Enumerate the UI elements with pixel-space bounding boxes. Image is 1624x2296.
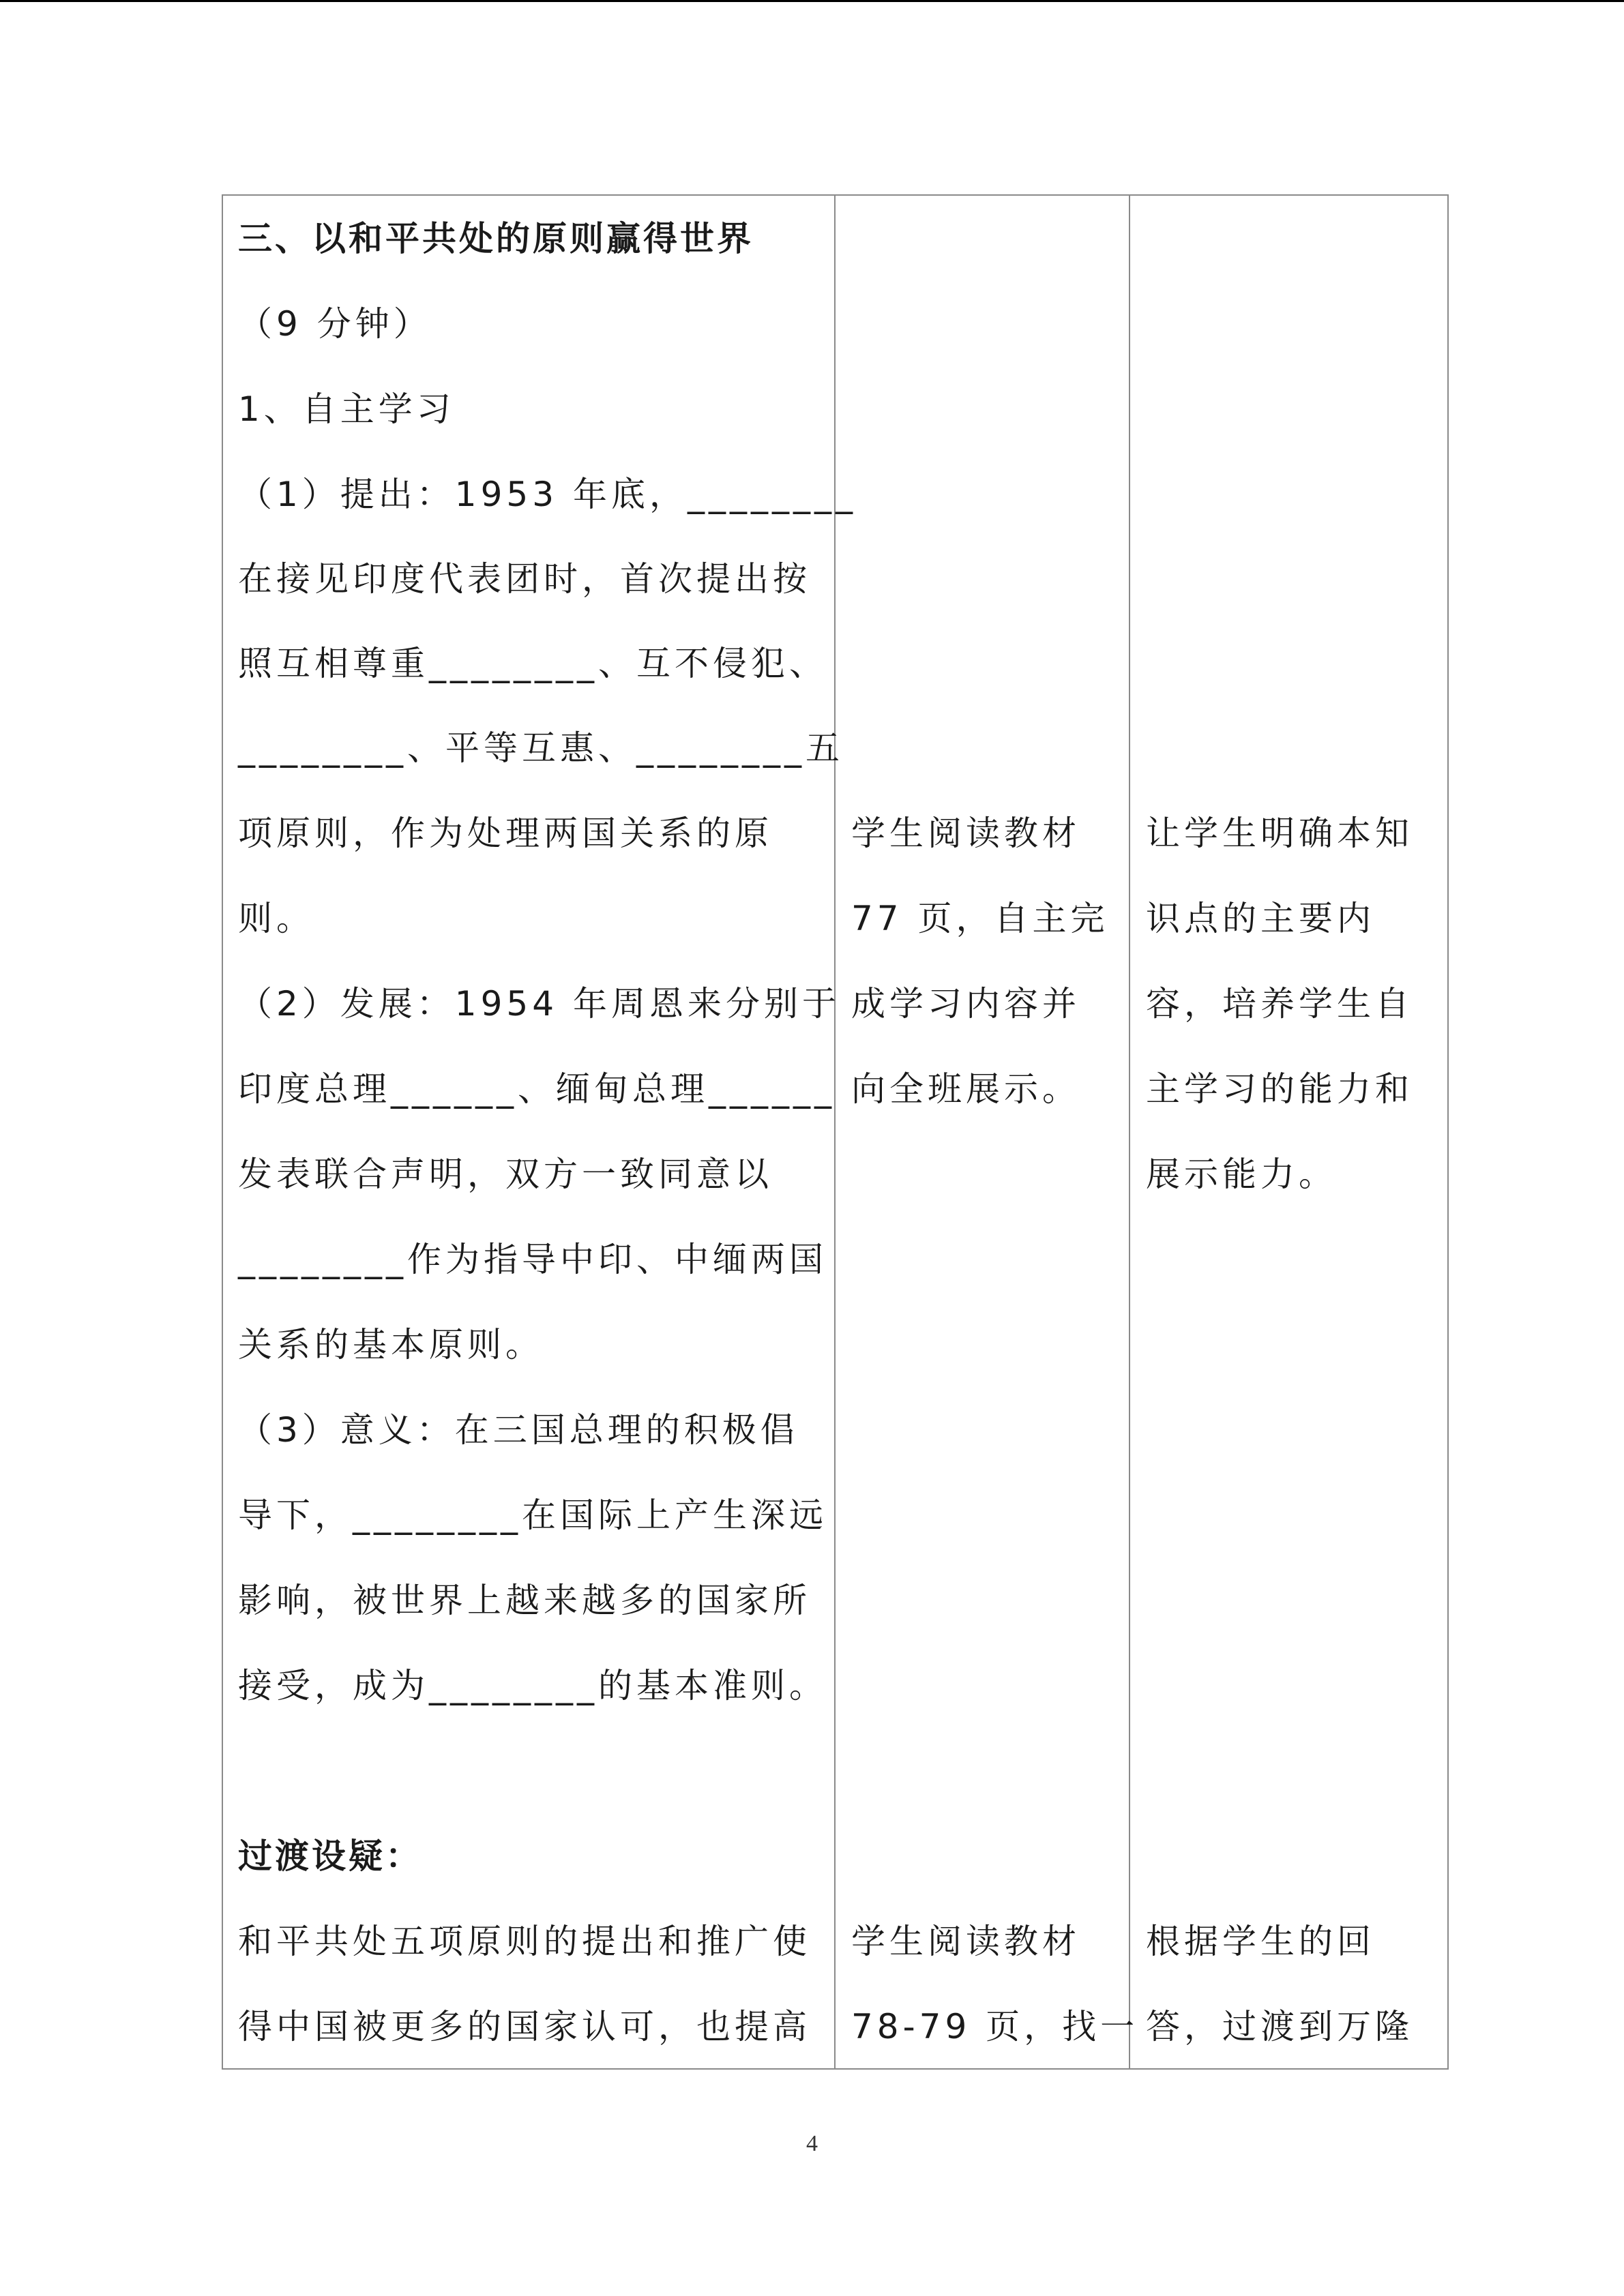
- design-intent-line: 容，培养学生自: [1146, 984, 1413, 1024]
- design-intent-line: 让学生明确本知: [1146, 814, 1413, 853]
- content-line: 项原则，作为处理两国关系的原: [238, 814, 773, 853]
- student-activity-cell: [836, 196, 1130, 2068]
- student-activity-line: 成学习内容并: [851, 984, 1080, 1024]
- transition-line: 得中国被更多的国家认可，也提高: [238, 2007, 811, 2046]
- content-line: 影响，被世界上越来越多的国家所: [238, 1581, 811, 1620]
- content-line: （2）发展：1954 年周恩来分别于: [238, 984, 840, 1024]
- student-activity-line: 向全班展示。: [851, 1069, 1080, 1109]
- content-line: （3）意义：在三国总理的积极倡: [238, 1410, 799, 1450]
- content-line: （1）提出：1953 年底，________: [238, 475, 857, 514]
- student-activity-line: 学生阅读教材: [851, 814, 1080, 853]
- content-line: ________、平等互惠、________五: [238, 728, 844, 768]
- design-intent-line: 答，过渡到万隆: [1146, 2007, 1413, 2046]
- content-line: 发表联合声明，双方一致同意以: [238, 1154, 773, 1194]
- top-border-line: [0, 0, 1624, 2]
- design-intent-line: 识点的主要内: [1146, 899, 1375, 938]
- content-line: 则。: [238, 899, 314, 938]
- design-intent-line: 根据学生的回: [1146, 1922, 1375, 1961]
- transition-heading: 过渡设疑：: [238, 1836, 422, 1876]
- student-activity-line: 78-79 页，找一: [851, 2007, 1139, 2046]
- content-line: 导下，________在国际上产生深远: [238, 1495, 827, 1535]
- section-heading: 三、以和平共处的原则赢得世界: [238, 219, 754, 258]
- page-number: 4: [806, 2131, 818, 2156]
- design-intent-cell: [1130, 196, 1449, 2068]
- design-intent-line: 主学习的能力和: [1146, 1069, 1413, 1109]
- student-activity-line: 学生阅读教材: [851, 1922, 1080, 1961]
- content-line: 印度总理______、缅甸总理______: [238, 1069, 836, 1109]
- content-line: 关系的基本原则。: [238, 1325, 544, 1365]
- student-activity-line: 77 页，自主完: [851, 899, 1109, 938]
- content-line: 接受，成为________的基本准则。: [238, 1666, 827, 1705]
- transition-line: 和平共处五项原则的提出和推广使: [238, 1922, 811, 1961]
- content-line: 在接见印度代表团时，首次提出按: [238, 559, 811, 599]
- duration-label: （9 分钟）: [238, 304, 432, 344]
- activity-title: 1、自主学习: [238, 389, 455, 429]
- content-line: 照互相尊重________、互不侵犯、: [238, 644, 827, 683]
- design-intent-line: 展示能力。: [1146, 1154, 1337, 1194]
- content-line: ________作为指导中印、中缅两国: [238, 1240, 827, 1279]
